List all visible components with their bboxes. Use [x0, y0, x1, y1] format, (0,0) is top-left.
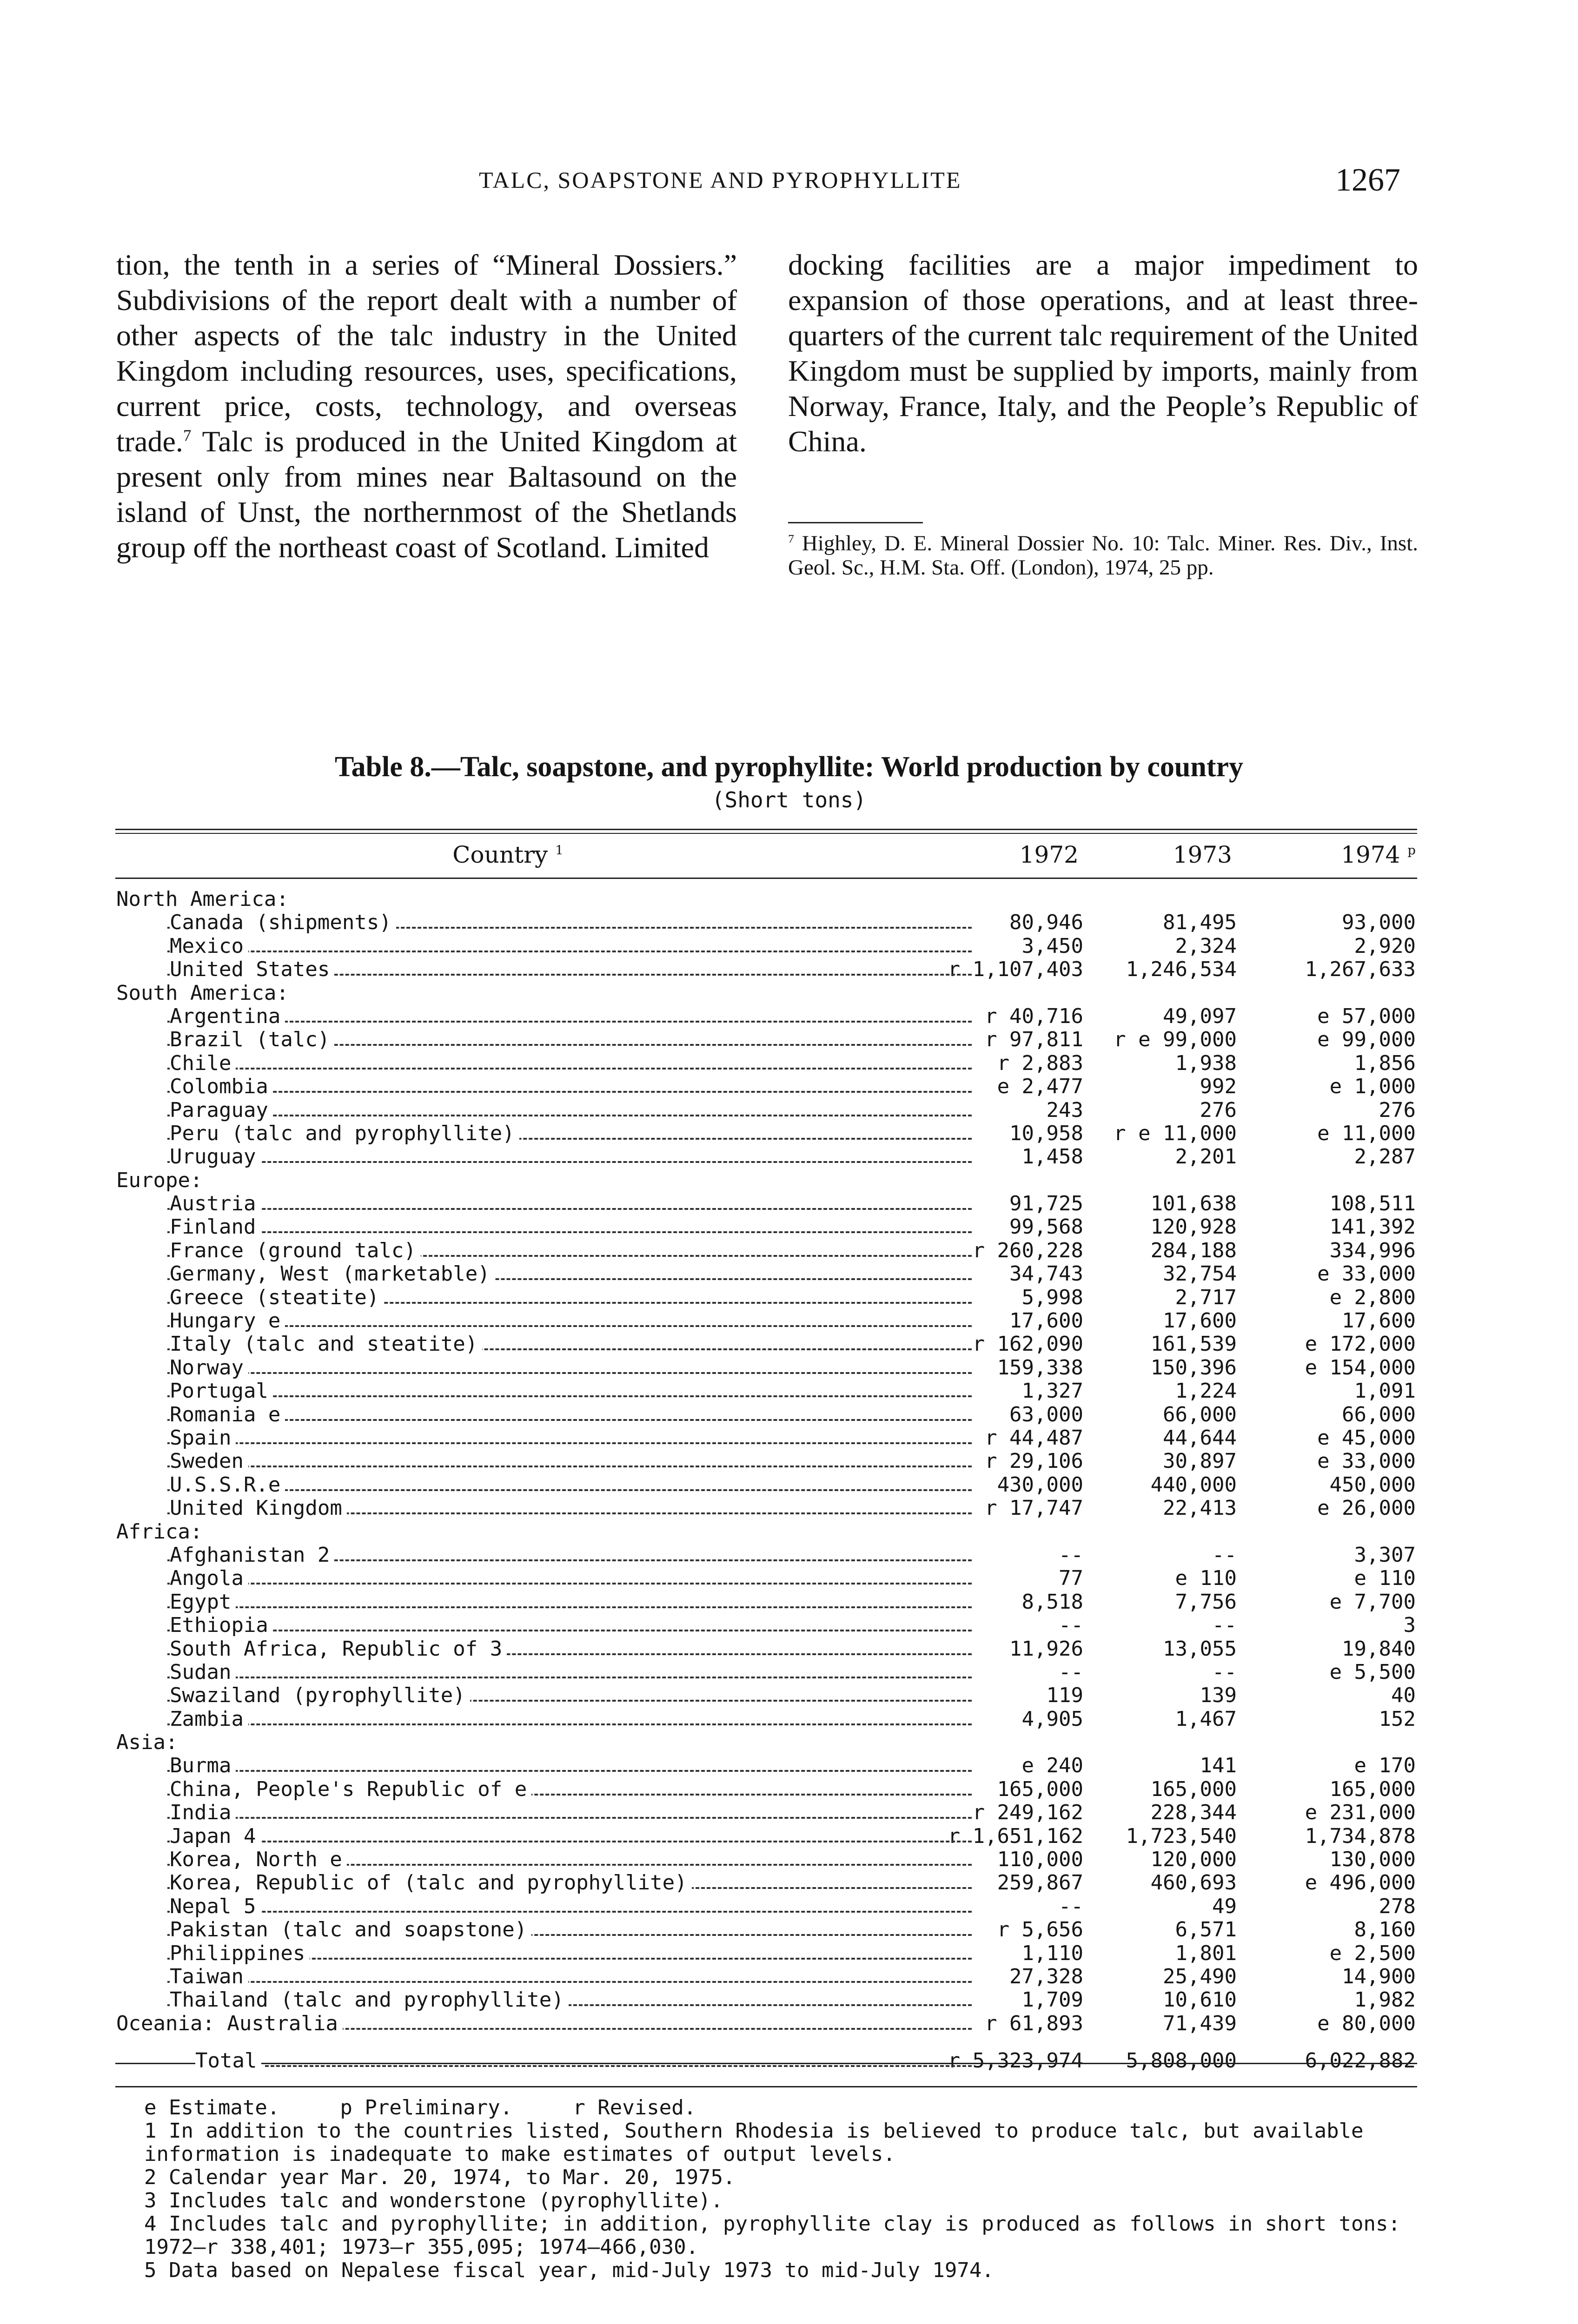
dot-leader — [167, 1091, 972, 1093]
table-row — [116, 1005, 1416, 1028]
cell-1973: 120,000 — [1150, 1848, 1237, 1872]
table-row — [116, 1918, 1416, 1941]
cell-1972: 110,000 — [997, 1848, 1083, 1872]
row-label: Total — [195, 2049, 261, 2073]
cell-1973: 139 — [1200, 1684, 1237, 1708]
row-label: Angola — [170, 1567, 248, 1590]
cell-1972: r 5,656 — [997, 1918, 1083, 1942]
cell-1972: r 5,323,974 — [948, 2049, 1083, 2073]
table-row — [116, 1708, 1416, 1731]
cell-1972: 1,458 — [1021, 1145, 1083, 1169]
cell-1974: 8,160 — [1354, 1918, 1416, 1942]
cell-1973: 32,754 — [1163, 1262, 1237, 1286]
cell-1974: 108,511 — [1329, 1192, 1416, 1216]
cell-1972: -- — [1059, 1894, 1083, 1918]
row-label: United States — [170, 958, 334, 981]
cell-1974: 3,307 — [1354, 1543, 1416, 1567]
cell-1974: 165,000 — [1329, 1777, 1416, 1801]
row-label: Korea, Republic of (talc and pyrophyllite) — [170, 1871, 692, 1895]
row-label: U.S.S.R.e — [170, 1473, 285, 1497]
row-label: France (ground talc) — [170, 1239, 421, 1262]
table-row — [116, 1262, 1416, 1286]
row-label: North America: — [116, 888, 293, 911]
dot-leader — [265, 2065, 972, 2067]
table-row — [116, 1426, 1416, 1450]
table-row-region — [116, 1731, 1416, 1754]
row-label: South America: — [116, 982, 293, 1005]
country-header-label: Country — [452, 841, 548, 868]
cell-1972: 11,926 — [1009, 1637, 1083, 1661]
cell-1972: 63,000 — [1009, 1402, 1083, 1426]
cell-1972: -- — [1059, 1613, 1083, 1637]
cell-1972: 91,725 — [1009, 1192, 1083, 1216]
notes-legend — [116, 2096, 1418, 2119]
cell-1974: e 154,000 — [1305, 1355, 1416, 1380]
cell-1973: 1,224 — [1175, 1379, 1237, 1403]
table-row — [116, 1075, 1416, 1098]
cell-1974: e 5,500 — [1329, 1660, 1416, 1684]
table-row — [116, 1333, 1416, 1356]
row-label: Thailand (talc and pyrophyllite) — [170, 1988, 569, 2012]
cell-1974: 3 — [1403, 1613, 1416, 1637]
country-header-note: 1 — [555, 843, 564, 858]
row-label: Norway — [170, 1356, 248, 1380]
dot-leader — [167, 1723, 972, 1725]
cell-1974: e 26,000 — [1317, 1496, 1416, 1520]
table-row — [116, 1895, 1416, 1918]
table-row-region — [116, 1169, 1416, 1192]
footnote-7-mark: 7 — [788, 532, 794, 546]
cell-1972: 430,000 — [997, 1472, 1083, 1497]
dot-leader — [167, 1419, 972, 1421]
row-label: Peru (talc and pyrophyllite) — [170, 1122, 519, 1145]
cell-1972: 1,327 — [1021, 1379, 1083, 1403]
table-bottom-rule — [115, 2086, 1417, 2087]
cell-1973: 25,490 — [1163, 1964, 1237, 1988]
cell-1973: 2,201 — [1175, 1145, 1237, 1169]
cell-1973: 49,097 — [1163, 1004, 1237, 1028]
dot-leader — [167, 1630, 972, 1631]
cell-1972: 159,338 — [997, 1355, 1083, 1380]
cell-1974: 152 — [1379, 1707, 1416, 1731]
cell-1973: 6,571 — [1175, 1918, 1237, 1942]
table-row — [116, 1754, 1416, 1777]
cell-1973: -- — [1212, 1660, 1237, 1684]
cell-1974: 40 — [1391, 1684, 1416, 1708]
cell-1973: 1,938 — [1175, 1051, 1237, 1075]
row-label: Taiwan — [170, 1965, 248, 1988]
cell-1973: 81,495 — [1163, 911, 1237, 935]
table-row — [116, 1591, 1416, 1614]
cell-1973: 5,808,000 — [1126, 2049, 1237, 2073]
dot-leader — [167, 1770, 972, 1772]
cell-1972: r 249,162 — [972, 1801, 1083, 1825]
cell-1974: 2,287 — [1354, 1145, 1416, 1169]
cell-1974: e 110 — [1354, 1566, 1416, 1591]
dot-leader — [167, 1442, 972, 1444]
cell-1974: 1,734,878 — [1305, 1824, 1416, 1848]
table-row — [116, 1286, 1416, 1309]
cell-1972: e 240 — [1021, 1754, 1083, 1778]
dot-leader — [167, 1115, 972, 1116]
cell-1972: r 162,090 — [972, 1332, 1083, 1356]
cell-1973: 284,188 — [1150, 1238, 1237, 1262]
cell-1973: 30,897 — [1163, 1449, 1237, 1473]
cell-1972: -- — [1059, 1543, 1083, 1567]
cell-1973: 44,644 — [1163, 1426, 1237, 1450]
cell-1974: e 33,000 — [1317, 1449, 1416, 1473]
cell-1972: 34,743 — [1009, 1262, 1083, 1286]
cell-1974: e 57,000 — [1317, 1004, 1416, 1028]
table-row — [116, 1825, 1416, 1848]
table-row — [116, 1988, 1416, 2012]
cell-1973: 7,756 — [1175, 1590, 1237, 1614]
cell-1972: r 1,651,162 — [948, 1824, 1083, 1848]
table-row — [116, 1052, 1416, 1075]
cell-1974: 17,600 — [1342, 1309, 1416, 1333]
dot-leader — [167, 951, 972, 952]
cell-1974: 130,000 — [1329, 1848, 1416, 1872]
column-header-1973: 1973 — [1173, 841, 1232, 868]
table-row — [116, 1145, 1416, 1169]
table-row — [116, 1848, 1416, 1871]
row-label: Zambia — [170, 1708, 248, 1731]
table-notes — [116, 2096, 1418, 2282]
cell-1973: 150,396 — [1150, 1355, 1237, 1380]
cell-1972: 1,110 — [1021, 1941, 1083, 1965]
footnote-ref-7: 7 — [183, 426, 192, 445]
column-header-country — [116, 841, 900, 868]
table-row-region — [116, 982, 1416, 1005]
cell-1974: e 2,800 — [1329, 1285, 1416, 1309]
dot-leader — [167, 1841, 972, 1842]
cell-1972: 17,600 — [1009, 1309, 1083, 1333]
row-label: Paraguay — [170, 1099, 273, 1122]
cell-1974: e 33,000 — [1317, 1262, 1416, 1286]
row-label: Africa: — [116, 1520, 207, 1544]
cell-1974: e 1,000 — [1329, 1075, 1416, 1099]
y1974-header-note: p — [1407, 843, 1416, 858]
cell-1974: 276 — [1379, 1098, 1416, 1122]
dot-leader — [167, 1372, 972, 1374]
table-row — [116, 1309, 1416, 1333]
table-row — [116, 1567, 1416, 1590]
row-label: China, People's Republic of e — [170, 1778, 531, 1801]
cell-1974: 1,091 — [1354, 1379, 1416, 1403]
row-label: Italy (talc and steatite) — [170, 1333, 482, 1356]
footnote-rule — [788, 522, 923, 523]
cell-1973: 228,344 — [1150, 1801, 1237, 1825]
table-row-region — [116, 1520, 1416, 1544]
table-row — [116, 1473, 1416, 1497]
table-total-rule — [115, 2063, 1417, 2064]
cell-1974: e 45,000 — [1317, 1426, 1416, 1450]
cell-1974: e 231,000 — [1305, 1801, 1416, 1825]
cell-1973: 120,928 — [1150, 1215, 1237, 1239]
table-row — [116, 1192, 1416, 1215]
row-label: Egypt — [170, 1591, 236, 1614]
row-label: Ethiopia — [170, 1614, 273, 1637]
row-label: Canada (shipments) — [170, 911, 396, 934]
row-label: Europe: — [116, 1169, 207, 1192]
table-row — [116, 1028, 1416, 1051]
cell-1973: 2,324 — [1175, 934, 1237, 958]
cell-1974: 1,856 — [1354, 1051, 1416, 1075]
cell-1972: 165,000 — [997, 1777, 1083, 1801]
body-text-right-column: docking facilities are a major impediment to expansion of those operations, and at least three-quarters of the current talc requirement of the United Kingdom must be supplied by imports, mainly from Norway, France, Italy, and the People’s Republic of China. — [788, 248, 1418, 458]
cell-1972: 1,709 — [1021, 1988, 1083, 2012]
cell-1972: r 17,747 — [985, 1496, 1083, 1520]
cell-1974: 66,000 — [1342, 1402, 1416, 1426]
cell-1972: 99,568 — [1009, 1215, 1083, 1239]
cell-1974: e 170 — [1354, 1754, 1416, 1778]
cell-1973: 141 — [1200, 1754, 1237, 1778]
table-row — [116, 1239, 1416, 1262]
dot-leader — [167, 1466, 972, 1467]
cell-1972: 243 — [1046, 1098, 1083, 1122]
legend-preliminary: p Preliminary. — [340, 2096, 513, 2119]
cell-1972: 119 — [1046, 1684, 1083, 1708]
table-body — [116, 888, 1416, 2073]
row-label: Romania e — [170, 1403, 285, 1426]
cell-1972: r 97,811 — [985, 1028, 1083, 1052]
cell-1973: -- — [1212, 1613, 1237, 1637]
cell-1973: 992 — [1200, 1075, 1237, 1099]
table-unit: (Short tons) — [711, 787, 867, 812]
table-row-total — [116, 2049, 1416, 2073]
row-label: Austria — [170, 1192, 260, 1215]
table-row — [116, 1122, 1416, 1145]
cell-1973: 1,801 — [1175, 1941, 1237, 1965]
table-row — [116, 1684, 1416, 1707]
running-title: TALC, SOAPSTONE AND PYROPHYLLITE — [479, 167, 962, 193]
left-column-text: tion, the tenth in a series of “Mineral Dossiers.” Subdivisions of the report dealt with a number of other aspects of the talc industry in the United Kingdom including resources, uses, specifications, current price, costs, technology, and overseas trade. — [116, 248, 737, 458]
cell-1974: 6,022,882 — [1305, 2049, 1416, 2073]
row-label: Philippines — [170, 1942, 310, 1965]
table-row — [116, 1356, 1416, 1380]
row-label: Uruguay — [170, 1145, 260, 1169]
cell-1974: 1,982 — [1354, 1988, 1416, 2012]
cell-1973: r e 99,000 — [1114, 1028, 1237, 1052]
cell-1974: 278 — [1379, 1894, 1416, 1918]
row-label: Finland — [170, 1215, 260, 1239]
row-label: Swaziland (pyrophyllite) — [170, 1684, 470, 1707]
table-row — [116, 1801, 1416, 1824]
cell-1973: 440,000 — [1150, 1472, 1237, 1497]
dot-leader — [167, 1161, 972, 1163]
cell-1974: e 99,000 — [1317, 1028, 1416, 1052]
table-row — [116, 1661, 1416, 1684]
body-text-left-column — [116, 247, 737, 565]
cell-1973: 101,638 — [1150, 1192, 1237, 1216]
cell-1973: r e 11,000 — [1114, 1121, 1237, 1145]
cell-1974: e 7,700 — [1329, 1590, 1416, 1614]
row-label: Brazil (talc) — [170, 1028, 334, 1051]
cell-1972: r 29,106 — [985, 1449, 1083, 1473]
cell-1973: 1,246,534 — [1126, 957, 1237, 982]
cell-1974: e 2,500 — [1329, 1941, 1416, 1965]
row-label: Hungary e — [170, 1309, 285, 1333]
table-header-rule — [115, 878, 1417, 879]
cell-1972: r 40,716 — [985, 1004, 1083, 1028]
cell-1972: 10,958 — [1009, 1121, 1083, 1145]
table-row — [116, 1380, 1416, 1403]
cell-1974: 141,392 — [1329, 1215, 1416, 1239]
cell-1972: 5,998 — [1021, 1285, 1083, 1309]
table-row — [116, 1544, 1416, 1567]
table-row-region — [116, 888, 1416, 911]
table-top-rule — [115, 829, 1417, 830]
dot-leader — [167, 1208, 972, 1210]
cell-1973: e 110 — [1175, 1566, 1237, 1591]
cell-1973: 165,000 — [1150, 1777, 1237, 1801]
page-number: 1267 — [1335, 162, 1400, 198]
table-top-rule-inner — [115, 833, 1417, 834]
cell-1973: 161,539 — [1150, 1332, 1237, 1356]
dot-leader — [167, 1981, 972, 1983]
row-label: Mexico — [170, 935, 248, 958]
cell-1974: 14,900 — [1342, 1964, 1416, 1988]
table-note-4: 4 Includes talc and pyrophyllite; in addition, pyrophyllite clay is produced as follows in short tons: 1972—r 338,401; 1973—r 355,095; 1974—466,030. — [144, 2212, 1401, 2259]
cell-1973: 1,467 — [1175, 1707, 1237, 1731]
table-row — [116, 1215, 1416, 1239]
row-label: United Kingdom — [170, 1497, 347, 1520]
row-label: Pakistan (talc and soapstone) — [170, 1918, 531, 1941]
cell-1972: -- — [1059, 1660, 1083, 1684]
dot-leader — [167, 1021, 972, 1023]
dot-leader — [167, 1606, 972, 1608]
dot-leader — [167, 1583, 972, 1585]
row-label: Spain — [170, 1426, 236, 1450]
dot-leader — [167, 1395, 972, 1397]
cell-1974: e 11,000 — [1317, 1121, 1416, 1145]
row-label: Greece (steatite) — [170, 1286, 384, 1309]
dot-leader — [167, 1068, 972, 1070]
legend-estimate: e Estimate. — [144, 2096, 280, 2119]
dot-leader — [167, 1489, 972, 1491]
cell-1973: 49 — [1212, 1894, 1237, 1918]
cell-1972: 27,328 — [1009, 1964, 1083, 1988]
table-row — [116, 1778, 1416, 1801]
cell-1974: e 80,000 — [1317, 2011, 1416, 2035]
row-label: Germany, West (marketable) — [170, 1262, 495, 1286]
table-row — [116, 1403, 1416, 1426]
row-label: Korea, North e — [170, 1848, 347, 1871]
cell-1972: 8,518 — [1021, 1590, 1083, 1614]
table-row — [116, 1637, 1416, 1661]
cell-1973: 10,610 — [1163, 1988, 1237, 2012]
row-label: Colombia — [170, 1075, 273, 1098]
row-label: Portugal — [170, 1380, 273, 1403]
cell-1973: 13,055 — [1163, 1637, 1237, 1661]
cell-1973: 17,600 — [1163, 1309, 1237, 1333]
cell-1972: 80,946 — [1009, 911, 1083, 935]
cell-1972: 4,905 — [1021, 1707, 1083, 1731]
cell-1972: r 44,487 — [985, 1426, 1083, 1450]
dot-leader — [167, 1911, 972, 1913]
table-note-1: 1 In addition to the countries listed, Southern Rhodesia is believed to produce talc, but available information is inadequate to make estimates of output levels. — [144, 2119, 1364, 2166]
table-row — [116, 2012, 1416, 2035]
cell-1974: e 496,000 — [1305, 1871, 1416, 1895]
cell-1973: 1,723,540 — [1126, 1824, 1237, 1848]
cell-1973: 66,000 — [1163, 1402, 1237, 1426]
table-row — [116, 1099, 1416, 1122]
cell-1973: 276 — [1200, 1098, 1237, 1122]
cell-1972: r 61,893 — [985, 2011, 1083, 2035]
row-label: Japan 4 — [170, 1825, 260, 1848]
cell-1972: r 260,228 — [972, 1238, 1083, 1262]
row-label: Afghanistan 2 — [170, 1544, 334, 1567]
row-label: South Africa, Republic of 3 — [170, 1637, 507, 1661]
row-label: Burma — [170, 1754, 236, 1777]
table-row — [116, 911, 1416, 934]
cell-1973: 22,413 — [1163, 1496, 1237, 1520]
dot-leader — [167, 1817, 972, 1819]
table-note-2: 2 Calendar year Mar. 20, 1974, to Mar. 20, 1975. — [144, 2166, 736, 2189]
dot-leader — [167, 1231, 972, 1233]
table-row — [116, 1497, 1416, 1520]
row-label: India — [170, 1801, 236, 1824]
cell-1974: 334,996 — [1329, 1238, 1416, 1262]
row-label: Chile — [170, 1052, 236, 1075]
cell-1972: 3,450 — [1021, 934, 1083, 958]
cell-1974: 93,000 — [1342, 911, 1416, 935]
table-row — [116, 1942, 1416, 1965]
table-row — [116, 1871, 1416, 1895]
cell-1972: 259,867 — [997, 1871, 1083, 1895]
cell-1974: 450,000 — [1329, 1472, 1416, 1497]
cell-1973: 71,439 — [1163, 2011, 1237, 2035]
cell-1974: 1,267,633 — [1305, 957, 1416, 982]
table-row — [116, 1450, 1416, 1473]
row-label: Sweden — [170, 1450, 248, 1473]
cell-1972: e 2,477 — [997, 1075, 1083, 1099]
cell-1974: 19,840 — [1342, 1637, 1416, 1661]
row-label: Asia: — [116, 1731, 182, 1754]
legend-revised: r Revised. — [573, 2096, 696, 2119]
cell-1974: 2,920 — [1354, 934, 1416, 958]
row-label: Argentina — [170, 1005, 285, 1028]
column-header-1972: 1972 — [1019, 841, 1079, 868]
cell-1972: r 1,107,403 — [948, 957, 1083, 982]
table-note-5: 5 Data based on Nepalese fiscal year, mid-July 1973 to mid-July 1974. — [144, 2258, 994, 2282]
table-row — [116, 1614, 1416, 1637]
table-note-3: 3 Includes talc and wonderstone (pyrophyllite). — [144, 2189, 723, 2212]
dot-leader — [167, 1677, 972, 1678]
row-label: Oceania: Australia — [116, 2012, 343, 2035]
row-label: Nepal 5 — [170, 1895, 260, 1918]
table-title: Table 8.—Talc, soapstone, and pyrophyllite: World production by country — [335, 751, 1243, 783]
cell-1972: r 2,883 — [997, 1051, 1083, 1075]
left-column-text-cont: Talc is produced in the United Kingdom at present only from mines near Baltasound on the island of Unst, the northernmost of the Shetlands group off the northeast coast of Scotland. Limited — [116, 425, 737, 564]
cell-1972: 77 — [1059, 1566, 1083, 1591]
y1974-header-label: 1974 — [1341, 841, 1400, 868]
cell-1973: 2,717 — [1175, 1285, 1237, 1309]
cell-1973: 460,693 — [1150, 1871, 1237, 1895]
table-row — [116, 1965, 1416, 1988]
dot-leader — [167, 1325, 972, 1327]
table-row — [116, 958, 1416, 981]
row-label: Sudan — [170, 1661, 236, 1684]
column-header-1974 — [1232, 841, 1416, 868]
footnote-7-text: Highley, D. E. Mineral Dossier No. 10: Talc. Miner. Res. Div., Inst. Geol. Sc., H.M. Sta. Off. (London), 1974, 25 pp. — [788, 531, 1418, 580]
cell-1973: -- — [1212, 1543, 1237, 1567]
footnote-7 — [788, 531, 1418, 580]
cell-1974: e 172,000 — [1305, 1332, 1416, 1356]
table-row — [116, 935, 1416, 958]
